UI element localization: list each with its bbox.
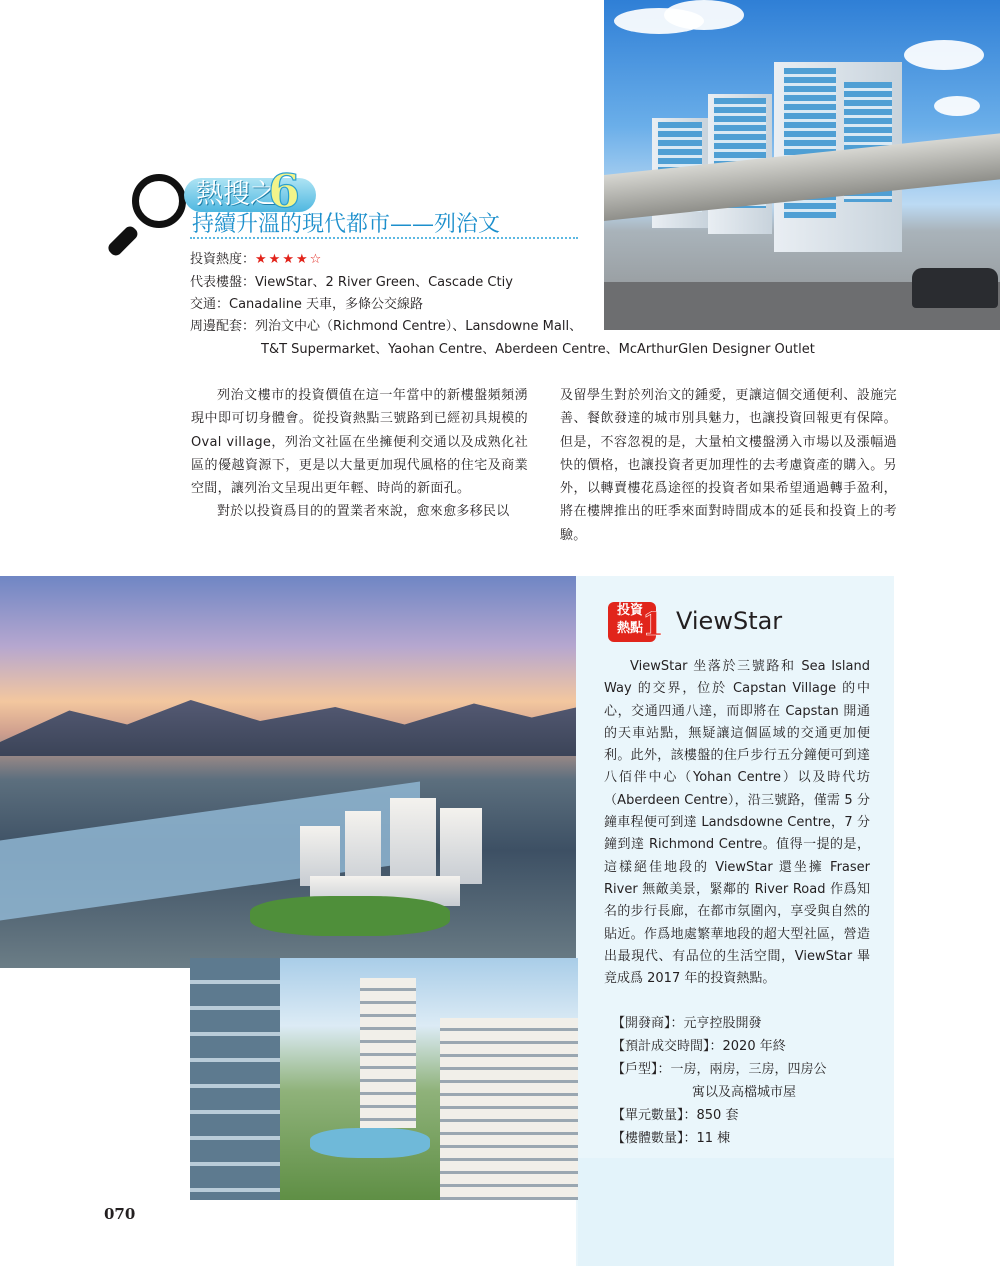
intro-paragraph-2-cont: 及留學生對於列治文的鍾愛，更讓這個交通便利、設施完善、餐飲發達的城市別具魅力，也讓投資回報更有保障。但是，不容忽視的是，大量柏文樓盤湧入市場以及漲幅過快的價格，也讓投資者更加理性的去考慮資產的購入。另外，以轉賣樓花爲途徑的投資者如果希望通過轉手盈利，將在樓牌推出的旺季來面對時間成本的延長和投資上的考驗。 — [560, 388, 897, 543]
hotspot-badge-number: 1 — [642, 605, 665, 643]
fact-unit-types: 【戶型】：一房，兩房，三房，四房公 — [612, 1062, 827, 1077]
amenities-line-2: T&T Supermarket、Yaohan Centre、Aberdeen Centre、McArthurGlen Designer Outlet — [261, 342, 815, 357]
dotted-divider — [190, 237, 578, 239]
fact-developer: 【開發商】：元亨控股開發 — [612, 1016, 762, 1031]
viewstar-title: ViewStar — [676, 607, 783, 635]
fact-buildings: 【樓體數量】：11 棟 — [612, 1131, 731, 1146]
heat-rating — [190, 249, 323, 271]
page-number: 070 — [104, 1205, 136, 1223]
intro-column-right — [560, 384, 897, 547]
fact-units: 【單元數量】：850 套 — [612, 1108, 739, 1123]
viewstar-description: ViewStar 坐落於三號路和 Sea Island Way 的交界，位於 Capstan Village 的中心，交通四通八達，而即將在 Capstan 開通的天車站點，無疑讓這個區域的交通更加便利。此外，該樓盤的住戶步行五分鐘便可到達八佰伴中心（Yohan Centre）以及時代坊（Aberdeen Centre），沿三號路，僅需 5 分鐘車程便可到達 Landsdowne Centre，7 分鐘到達 Richmond Centre。值得一提的是，這樣絕佳地段的 ViewStar 還坐擁 Fraser River 無敵美景，緊鄰的 River Road 作爲知名的步行長廊，在都市氛圍內，享受與自然的貼近。作爲地處繁華地段的超大型社區，營造出最現代、有品位的生活空間，ViewStar 畢竟成爲 2017 年的投資熱點。 — [604, 659, 870, 987]
star-rating: ★★★★☆ — [255, 252, 324, 267]
transport-line: 交通：Canadaline 天車，多條公交線路 — [190, 297, 424, 312]
heat-label: 投資熱度： — [190, 252, 256, 267]
aerial-photo — [0, 576, 578, 968]
intro-column-left — [191, 384, 528, 524]
hotspot-badge-text: 投資 熱點 — [616, 603, 643, 636]
courtyard-photo — [190, 958, 578, 1200]
amenities-line-1: 周邊配套：列治文中心（Richmond Centre）、Lansdowne Mall、 — [190, 319, 583, 334]
viewstar-facts — [612, 1012, 882, 1150]
section-subtitle: 持續升溫的現代都市——列治文 — [192, 212, 501, 237]
section-tag: 熱搜之 — [196, 179, 277, 210]
panel-footer-band — [578, 1158, 894, 1266]
fact-completion: 【預計成交時間】：2020 年終 — [612, 1039, 786, 1054]
street-photo — [604, 0, 1000, 330]
fact-unit-types-cont: 寓以及高檔城市屋 — [692, 1085, 797, 1100]
projects-line: 代表樓盤：ViewStar、2 River Green、Cascade Ctiy — [190, 275, 513, 290]
intro-paragraph-1: 列治文樓市的投資價值在這一年當中的新樓盤頻頻湧現中即可切身體會。從投資熱點三號路到已經初具規模的 Oval village，列治文社區在坐擁便利交通以及成熟化社區的優越資源下，更是以大量更加現代風格的住宅及商業空間，讓列治文呈現出更年輕、時尚的新面孔。 — [191, 388, 528, 497]
intro-paragraph-2-start: 對於以投資爲目的的置業者來說，愈來愈多移民以 — [217, 504, 510, 520]
section-tag-number: 6 — [268, 164, 301, 218]
magnifier-handle — [106, 224, 140, 258]
magnifier-icon — [132, 174, 186, 228]
